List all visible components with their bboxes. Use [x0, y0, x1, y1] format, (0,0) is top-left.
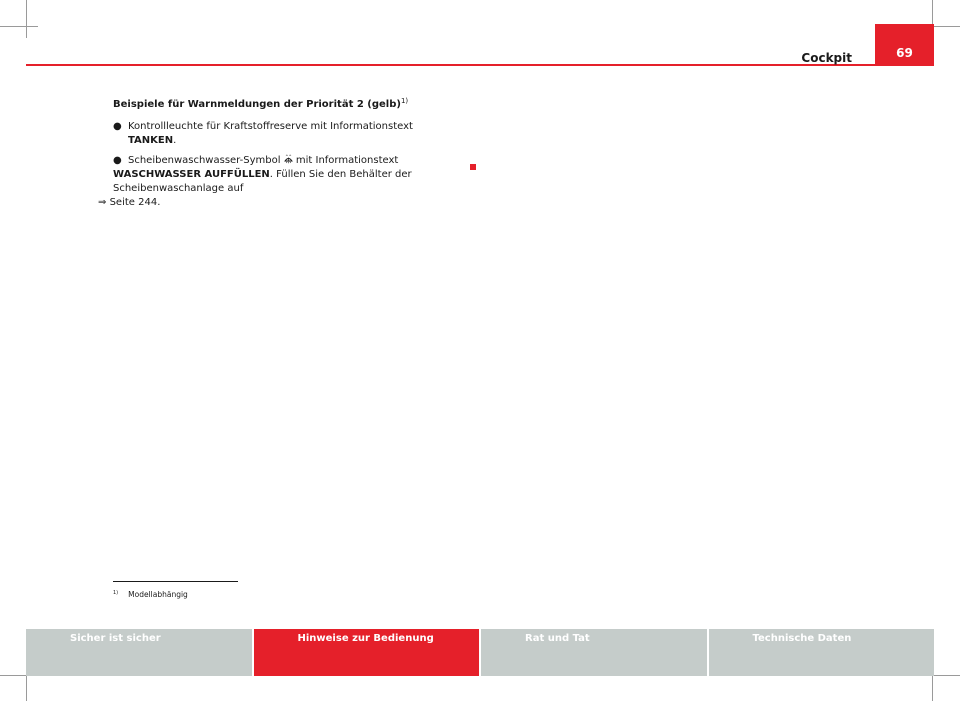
- footnote-text: Modellabhängig: [128, 590, 188, 599]
- bullet-text: Kontrollleuchte für Kraftstoffreserve mit Informationstext: [128, 121, 413, 132]
- footnote: [113, 590, 188, 599]
- page-number: 69: [875, 24, 934, 66]
- bullet-bold-text: WASCHWASSER AUFFÜLLEN: [113, 169, 270, 180]
- bullet-text: Scheibenwaschwasser-Symbol: [128, 155, 284, 166]
- bullet-icon: ●: [113, 121, 122, 132]
- bullet-icon: ●: [113, 155, 122, 166]
- main-content: [98, 97, 463, 216]
- page-reference-link[interactable]: Seite 244.: [109, 197, 161, 208]
- bullet-end-text: .: [173, 135, 177, 146]
- footer-tab-sicher-ist-sicher[interactable]: Sicher ist sicher: [26, 629, 252, 676]
- crop-mark: [26, 0, 27, 38]
- bullet-bold-text: TANKEN: [128, 135, 174, 146]
- heading-text: Beispiele für Warnmeldungen der Priorität 2 (gelb): [113, 99, 401, 110]
- section-title: Cockpit: [801, 51, 852, 65]
- footer-tab-technische-daten[interactable]: Technische Daten: [709, 629, 935, 676]
- bullet-end-text: . Füllen Sie den Behälter der Scheibenwaschanlage auf: [113, 169, 412, 194]
- crop-mark: [0, 26, 38, 27]
- section-heading: [113, 98, 463, 112]
- windshield-washer-icon: [284, 154, 293, 164]
- header-rule: [26, 64, 934, 66]
- footnote-divider: [113, 581, 238, 582]
- footnote-marker: 1): [113, 590, 119, 596]
- page-ref-arrow: ⇒: [98, 197, 107, 208]
- footer-tab-rat-und-tat[interactable]: Rat und Tat: [481, 629, 707, 676]
- heading-footnote-ref: 1): [400, 97, 409, 105]
- list-item: [98, 154, 463, 210]
- section-end-marker: [470, 164, 476, 170]
- bullet-text: mit Informationstext: [292, 155, 399, 166]
- list-item: [113, 120, 463, 148]
- footer-tab-hinweise-zur-bedienung[interactable]: Hinweise zur Bedienung: [254, 629, 480, 676]
- footer-nav: [26, 629, 934, 676]
